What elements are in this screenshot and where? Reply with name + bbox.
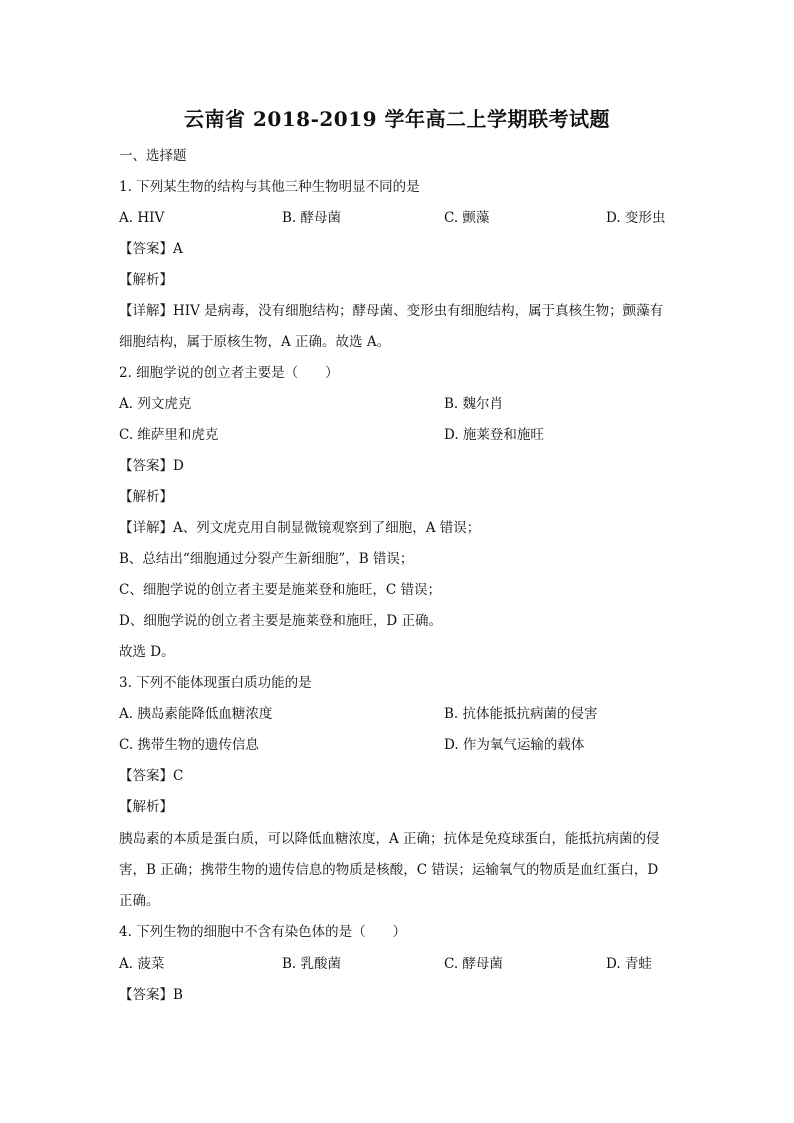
q3-detail-line-3: 正确。 xyxy=(119,893,160,909)
q2-conclusion: 故选 D。 xyxy=(119,644,175,660)
q2-option-c: C. 维萨里和虎克 xyxy=(119,427,219,443)
q1-option-a: A. HIV xyxy=(119,210,165,226)
q1-stem: 1. 下列某生物的结构与其他三种生物明显不同的是 xyxy=(119,179,420,195)
q2-detail-line-1: 【详解】A、列文虎克用自制显微镜观察到了细胞，A 错误； xyxy=(119,520,481,536)
q2-answer: 【答案】D xyxy=(119,458,184,474)
q2-option-b: B. 魏尔肖 xyxy=(444,396,504,412)
q2-option-d: D. 施莱登和施旺 xyxy=(444,427,544,443)
q1-detail-line-1: 【详解】HIV 是病毒，没有细胞结构；酵母菌、变形虫有细胞结构，属于真核生物；颤藻有 xyxy=(119,303,664,319)
q4-stem: 4. 下列生物的细胞中不含有染色体的是（ ） xyxy=(119,924,407,940)
q3-analysis-label: 【解析】 xyxy=(119,799,173,815)
q3-detail-line-1: 胰岛素的本质是蛋白质，可以降低血糖浓度，A 正确；抗体是免疫球蛋白，能抵抗病菌的侵 xyxy=(119,831,660,847)
q2-detail-line-4: D、细胞学说的创立者主要是施莱登和施旺，D 正确。 xyxy=(119,613,442,629)
q3-detail-line-2: 害，B 正确；携带生物的遗传信息的物质是核酸，C 错误；运输氧气的物质是血红蛋白，D xyxy=(119,862,659,878)
q1-detail-line-2: 细胞结构，属于原核生物，A 正确。故选 A。 xyxy=(119,334,391,350)
q2-option-a: A. 列文虎克 xyxy=(119,396,192,412)
q1-option-b: B. 酵母菌 xyxy=(282,210,342,226)
q3-stem: 3. 下列不能体现蛋白质功能的是 xyxy=(119,675,312,691)
q2-detail-line-3: C、细胞学说的创立者主要是施莱登和施旺，C 错误； xyxy=(119,582,441,598)
q3-option-b: B. 抗体能抵抗病菌的侵害 xyxy=(444,706,598,722)
q3-option-c: C. 携带生物的遗传信息 xyxy=(119,737,259,753)
q2-detail-line-2: B、总结出“细胞通过分裂产生新细胞”，B 错误； xyxy=(119,551,414,567)
q1-option-c: C. 颤藻 xyxy=(444,210,490,226)
section-heading: 一、选择题 xyxy=(119,148,187,164)
q1-answer: 【答案】A xyxy=(119,241,183,257)
q3-option-d: D. 作为氧气运输的载体 xyxy=(444,737,585,753)
q2-stem: 2. 细胞学说的创立者主要是（ ） xyxy=(119,365,339,381)
q3-option-a: A. 胰岛素能降低血糖浓度 xyxy=(119,706,273,722)
q4-answer: 【答案】B xyxy=(119,987,183,1003)
q4-option-a: A. 菠菜 xyxy=(119,956,165,972)
q2-analysis-label: 【解析】 xyxy=(119,489,173,505)
q4-option-d: D. 青蛙 xyxy=(606,956,652,972)
q3-answer: 【答案】C xyxy=(119,768,184,784)
document-title: 云南省 2018-2019 学年高二上学期联考试题 xyxy=(183,107,611,131)
q4-option-b: B. 乳酸菌 xyxy=(282,956,342,972)
q4-option-c: C. 酵母菌 xyxy=(444,956,503,972)
q1-option-d: D. 变形虫 xyxy=(606,210,666,226)
q1-analysis-label: 【解析】 xyxy=(119,272,173,288)
